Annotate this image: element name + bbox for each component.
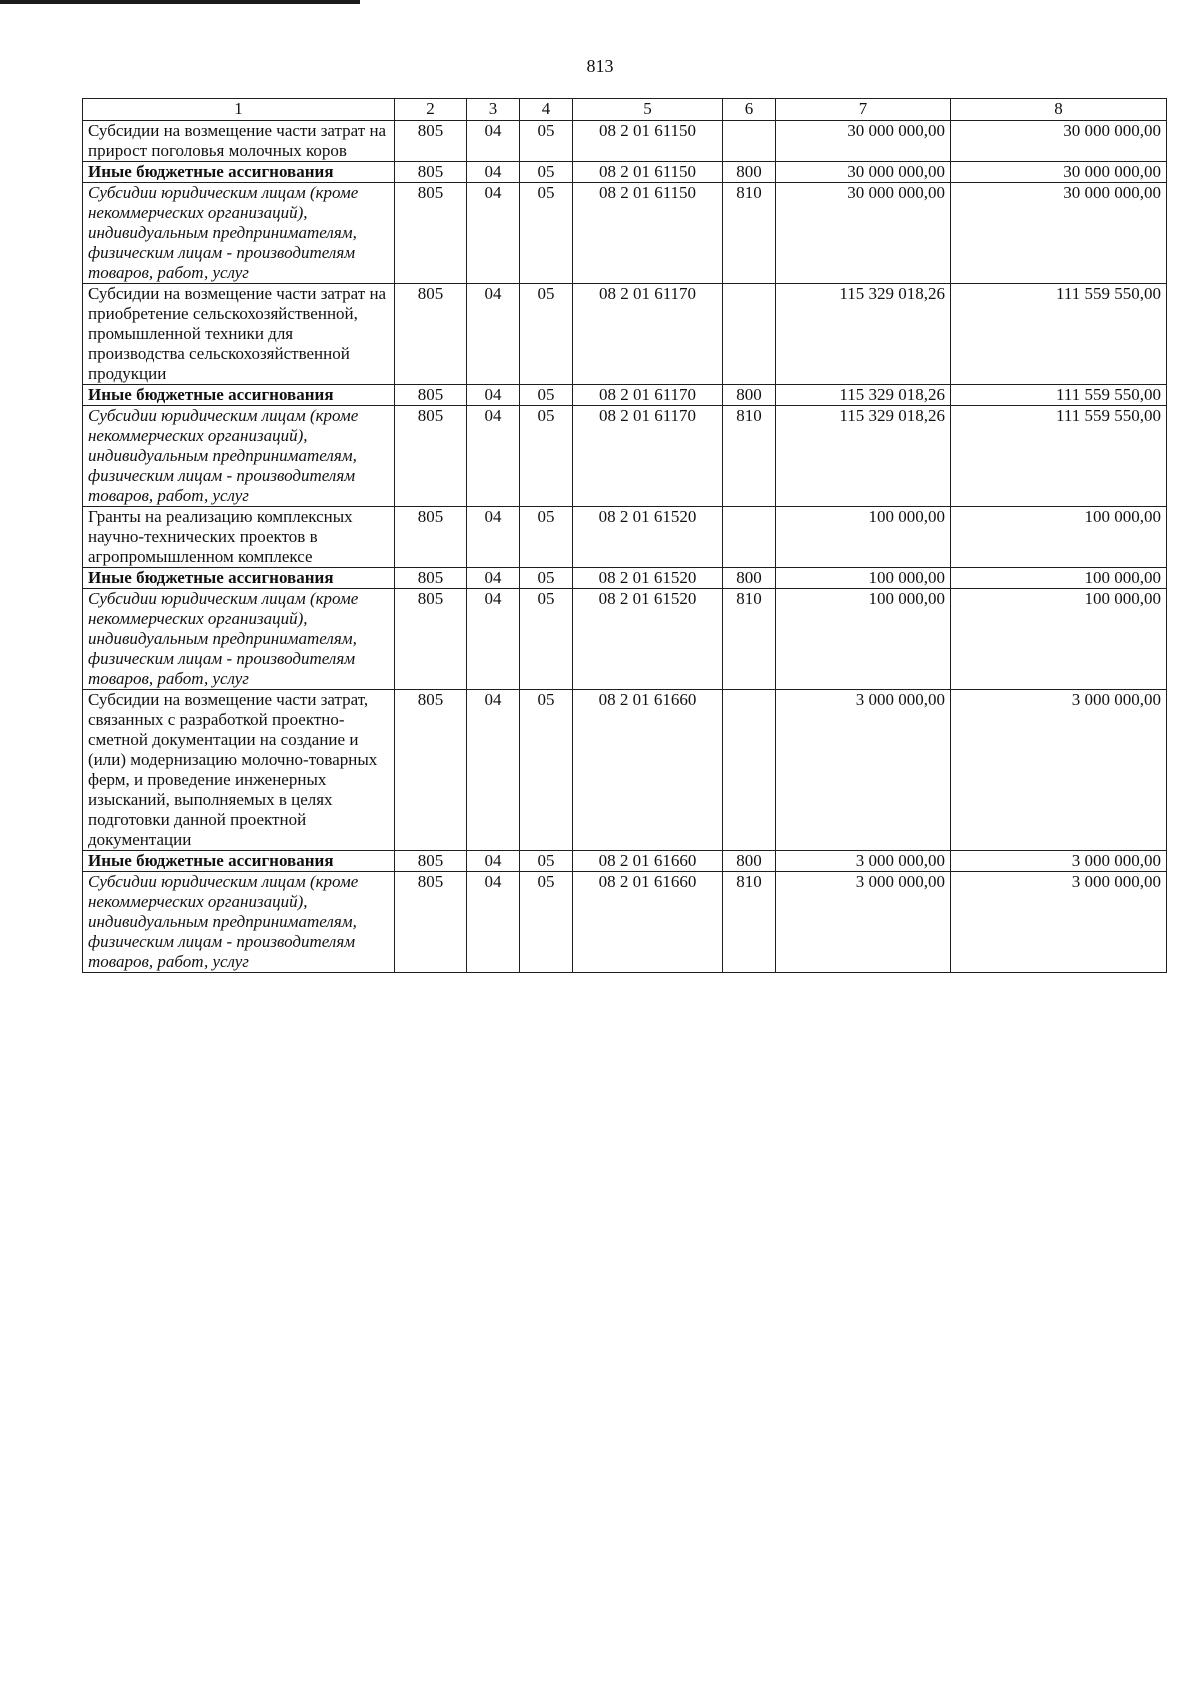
row-name: Иные бюджетные ассигнования	[83, 385, 395, 406]
cell-col4: 05	[520, 183, 573, 284]
cell-col3: 04	[467, 121, 520, 162]
cell-col4: 05	[520, 690, 573, 851]
cell-col4: 05	[520, 568, 573, 589]
cell-col2: 805	[395, 183, 467, 284]
table-row	[83, 183, 1167, 284]
cell-col3: 04	[467, 589, 520, 690]
table-row	[83, 162, 1167, 183]
column-header: 6	[723, 99, 776, 121]
budget-table	[82, 98, 1167, 973]
table-row	[83, 690, 1167, 851]
cell-col3: 04	[467, 406, 520, 507]
cell-col5: 08 2 01 61520	[573, 568, 723, 589]
cell-col7: 115 329 018,26	[776, 284, 951, 385]
cell-col6	[723, 507, 776, 568]
cell-col3: 04	[467, 284, 520, 385]
table-row	[83, 507, 1167, 568]
cell-col5: 08 2 01 61660	[573, 872, 723, 973]
cell-col7: 100 000,00	[776, 568, 951, 589]
cell-col3: 04	[467, 385, 520, 406]
table-row	[83, 121, 1167, 162]
cell-col5: 08 2 01 61170	[573, 284, 723, 385]
table-row	[83, 406, 1167, 507]
column-header: 5	[573, 99, 723, 121]
cell-col2: 805	[395, 568, 467, 589]
cell-col2: 805	[395, 690, 467, 851]
cell-col4: 05	[520, 507, 573, 568]
row-name: Субсидии на возмещение части затрат на приобретение сельскохозяйственной, промышленной техники для производства сельскохозяйственной продукции	[83, 284, 395, 385]
cell-col3: 04	[467, 690, 520, 851]
cell-col8: 3 000 000,00	[951, 872, 1167, 973]
cell-col6: 800	[723, 568, 776, 589]
cell-col2: 805	[395, 406, 467, 507]
cell-col6	[723, 284, 776, 385]
table-row	[83, 589, 1167, 690]
cell-col4: 05	[520, 406, 573, 507]
cell-col7: 3 000 000,00	[776, 690, 951, 851]
cell-col2: 805	[395, 589, 467, 690]
cell-col6	[723, 690, 776, 851]
cell-col7: 30 000 000,00	[776, 162, 951, 183]
cell-col5: 08 2 01 61150	[573, 183, 723, 284]
row-name: Субсидии юридическим лицам (кроме некоммерческих организаций), индивидуальным предпринимателям, физическим лицам - производителям товаров, работ, услуг	[83, 872, 395, 973]
cell-col2: 805	[395, 385, 467, 406]
column-header: 8	[951, 99, 1167, 121]
cell-col4: 05	[520, 872, 573, 973]
cell-col3: 04	[467, 507, 520, 568]
cell-col6: 810	[723, 183, 776, 284]
cell-col7: 3 000 000,00	[776, 872, 951, 973]
cell-col8: 111 559 550,00	[951, 385, 1167, 406]
cell-col4: 05	[520, 284, 573, 385]
row-name: Субсидии на возмещение части затрат, связанных с разработкой проектно-сметной документации на создание и (или) модернизацию молочно-товарных ферм, и проведение инженерных изысканий, выполняемых в целях подготовки данной проектной документации	[83, 690, 395, 851]
cell-col2: 805	[395, 872, 467, 973]
cell-col2: 805	[395, 284, 467, 385]
cell-col3: 04	[467, 568, 520, 589]
cell-col5: 08 2 01 61150	[573, 162, 723, 183]
table-row	[83, 568, 1167, 589]
cell-col4: 05	[520, 162, 573, 183]
cell-col4: 05	[520, 121, 573, 162]
cell-col6: 800	[723, 851, 776, 872]
cell-col4: 05	[520, 385, 573, 406]
cell-col3: 04	[467, 872, 520, 973]
page-number: 813	[586, 56, 614, 76]
cell-col5: 08 2 01 61520	[573, 589, 723, 690]
cell-col5: 08 2 01 61520	[573, 507, 723, 568]
cell-col6: 810	[723, 872, 776, 973]
cell-col8: 111 559 550,00	[951, 406, 1167, 507]
cell-col7: 100 000,00	[776, 589, 951, 690]
table-header-row	[83, 99, 1167, 121]
row-name: Субсидии юридическим лицам (кроме некоммерческих организаций), индивидуальным предпринимателям, физическим лицам - производителям товаров, работ, услуг	[83, 183, 395, 284]
cell-col2: 805	[395, 121, 467, 162]
row-name: Иные бюджетные ассигнования	[83, 851, 395, 872]
column-header: 4	[520, 99, 573, 121]
cell-col8: 100 000,00	[951, 589, 1167, 690]
cell-col8: 100 000,00	[951, 568, 1167, 589]
cell-col8: 100 000,00	[951, 507, 1167, 568]
cell-col8: 30 000 000,00	[951, 121, 1167, 162]
cell-col6	[723, 121, 776, 162]
row-name: Субсидии юридическим лицам (кроме некоммерческих организаций), индивидуальным предпринимателям, физическим лицам - производителям товаров, работ, услуг	[83, 589, 395, 690]
cell-col5: 08 2 01 61170	[573, 406, 723, 507]
table-row	[83, 284, 1167, 385]
cell-col8: 30 000 000,00	[951, 162, 1167, 183]
row-name: Субсидии на возмещение части затрат на прирост поголовья молочных коров	[83, 121, 395, 162]
cell-col3: 04	[467, 183, 520, 284]
cell-col6: 810	[723, 406, 776, 507]
cell-col6: 800	[723, 385, 776, 406]
cell-col7: 115 329 018,26	[776, 406, 951, 507]
cell-col6: 800	[723, 162, 776, 183]
row-name: Гранты на реализацию комплексных научно-технических проектов в агропромышленном комплексе	[83, 507, 395, 568]
scan-edge-mark	[0, 0, 360, 4]
table-row	[83, 851, 1167, 872]
column-header: 3	[467, 99, 520, 121]
row-name: Субсидии юридическим лицам (кроме некоммерческих организаций), индивидуальным предпринимателям, физическим лицам - производителям товаров, работ, услуг	[83, 406, 395, 507]
cell-col8: 3 000 000,00	[951, 690, 1167, 851]
column-header: 1	[83, 99, 395, 121]
cell-col7: 30 000 000,00	[776, 183, 951, 284]
cell-col8: 30 000 000,00	[951, 183, 1167, 284]
cell-col6: 810	[723, 589, 776, 690]
cell-col2: 805	[395, 851, 467, 872]
cell-col3: 04	[467, 851, 520, 872]
table-row	[83, 385, 1167, 406]
cell-col4: 05	[520, 851, 573, 872]
cell-col7: 115 329 018,26	[776, 385, 951, 406]
cell-col5: 08 2 01 61170	[573, 385, 723, 406]
column-header: 7	[776, 99, 951, 121]
cell-col3: 04	[467, 162, 520, 183]
cell-col7: 30 000 000,00	[776, 121, 951, 162]
cell-col8: 3 000 000,00	[951, 851, 1167, 872]
table-row	[83, 872, 1167, 973]
row-name: Иные бюджетные ассигнования	[83, 568, 395, 589]
column-header: 2	[395, 99, 467, 121]
cell-col5: 08 2 01 61660	[573, 690, 723, 851]
cell-col8: 111 559 550,00	[951, 284, 1167, 385]
cell-col5: 08 2 01 61150	[573, 121, 723, 162]
cell-col2: 805	[395, 507, 467, 568]
row-name: Иные бюджетные ассигнования	[83, 162, 395, 183]
cell-col7: 100 000,00	[776, 507, 951, 568]
cell-col4: 05	[520, 589, 573, 690]
cell-col7: 3 000 000,00	[776, 851, 951, 872]
cell-col2: 805	[395, 162, 467, 183]
cell-col5: 08 2 01 61660	[573, 851, 723, 872]
